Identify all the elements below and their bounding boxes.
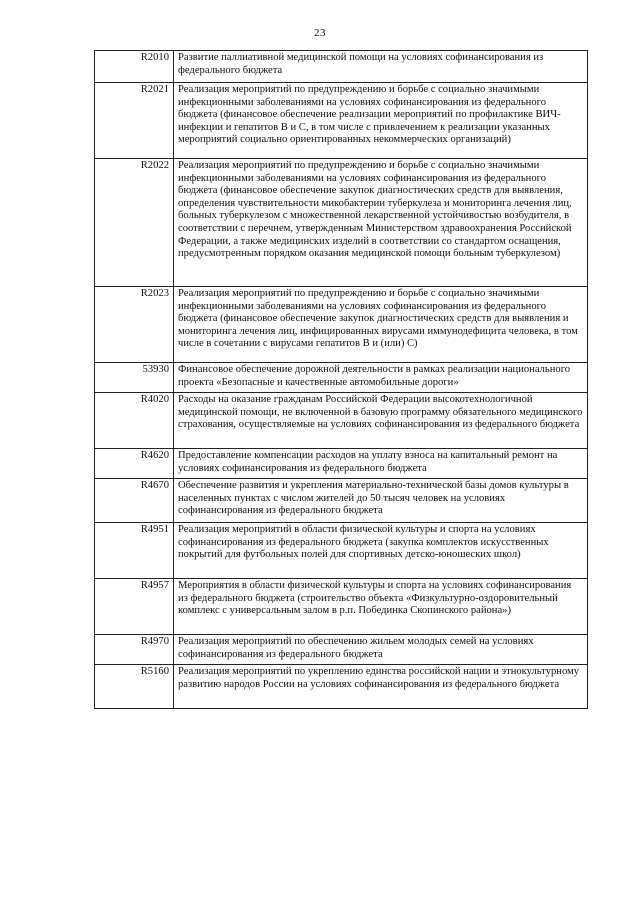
table-row [95, 635, 588, 665]
description-cell: Обеспечение развития и укрепления материально-технической базы домов культуры в населенных пунктах с числом жителей до 50 тысяч человек на условиях софинансирования из федерального бюджета [174, 479, 588, 523]
table-row [95, 83, 588, 159]
description-cell: Реализация мероприятий по укреплению единства российской нации и этнокультурному развитию народов России на условиях софинансирования из федерального бюджета [174, 665, 588, 709]
description-cell: Развитие паллиативной медицинской помощи на условиях софинансирования из федерального бюджета [174, 51, 588, 83]
code-cell: R5160 [95, 665, 174, 709]
code-cell: R4951 [95, 523, 174, 579]
table-row [95, 287, 588, 363]
description-cell: Мероприятия в области физической культуры и спорта на условиях софинансирования из федерального бюджета (строительство объекта «Физкультурно-оздоровительный комплекс с универсальным залом в р.п. Побединка Скопинского района») [174, 579, 588, 635]
description-cell: Расходы на оказание гражданам Российской Федерации высокотехнологичной медицинской помощи, не включенной в базовую программу обязательного медицинского страхования, осуществляемые на условиях софинансирования из федерального бюджета [174, 393, 588, 449]
code-cell: 53930 [95, 363, 174, 393]
description-cell: Реализация мероприятий по предупреждению и борьбе с социально значимыми инфекционными заболеваниями на условиях софинансирования из федерального бюджета (финансовое обеспечение реализации мероприятий по профилактике ВИЧ-инфекции и гепатитов B и C, в том числе с привлечением к реализации указанных мероприятий социально ориентированных некоммерческих организаций) [174, 83, 588, 159]
code-cell: R2021 [95, 83, 174, 159]
code-cell: R4970 [95, 635, 174, 665]
budget-codes-table [94, 50, 588, 709]
table-row [95, 393, 588, 449]
code-cell: R2022 [95, 159, 174, 287]
code-cell: R4620 [95, 449, 174, 479]
table-row [95, 523, 588, 579]
table-row [95, 579, 588, 635]
code-cell: R4020 [95, 393, 174, 449]
description-cell: Финансовое обеспечение дорожной деятельности в рамках реализации национального проекта «Безопасные и качественные автомобильные дороги» [174, 363, 588, 393]
table-row [95, 665, 588, 709]
description-cell: Реализация мероприятий по предупреждению и борьбе с социально значимыми инфекционными заболеваниями на условиях софинансирования из федерального бюджета (финансовое обеспечение закупок диагностических средств для выявления, определения чувствительности микобактерии туберкулеза и мониторинга лечения лиц, больных туберкулезом с множественной лекарственной устойчивостью возбудителя, в соответствии с перечнем, утвержденным Министерством здравоохранения Российской Федерации, а также медицинских изделий в соответствии со стандартом оснащения, предусмотренным порядком оказания медицинской помощи больным туберкулезом) [174, 159, 588, 287]
table-row [95, 479, 588, 523]
description-cell: Реализация мероприятий по предупреждению и борьбе с социально значимыми инфекционными заболеваниями на условиях софинансирования из федерального бюджета (финансовое обеспечение закупок диагностических средств для выявления и мониторинга лечения лиц, инфицированных вирусами иммунодефицита человека, в том числе в сочетании с вирусами гепатитов B и (или) C) [174, 287, 588, 363]
page-number: 23 [314, 27, 326, 39]
description-cell: Реализация мероприятий в области физической культуры и спорта на условиях софинансирования из федерального бюджета (закупка комплектов искусственных покрытий для футбольных полей для спортивных детско-юношеских школ) [174, 523, 588, 579]
table-row [95, 363, 588, 393]
code-cell: R2023 [95, 287, 174, 363]
code-cell: R2010 [95, 51, 174, 83]
table-row [95, 51, 588, 83]
code-cell: R4957 [95, 579, 174, 635]
table-row [95, 159, 588, 287]
code-cell: R4670 [95, 479, 174, 523]
description-cell: Предоставление компенсации расходов на уплату взноса на капитальный ремонт на условиях софинансирования из федерального бюджета [174, 449, 588, 479]
description-cell: Реализация мероприятий по обеспечению жильем молодых семей на условиях софинансирования из федерального бюджета [174, 635, 588, 665]
table-row [95, 449, 588, 479]
